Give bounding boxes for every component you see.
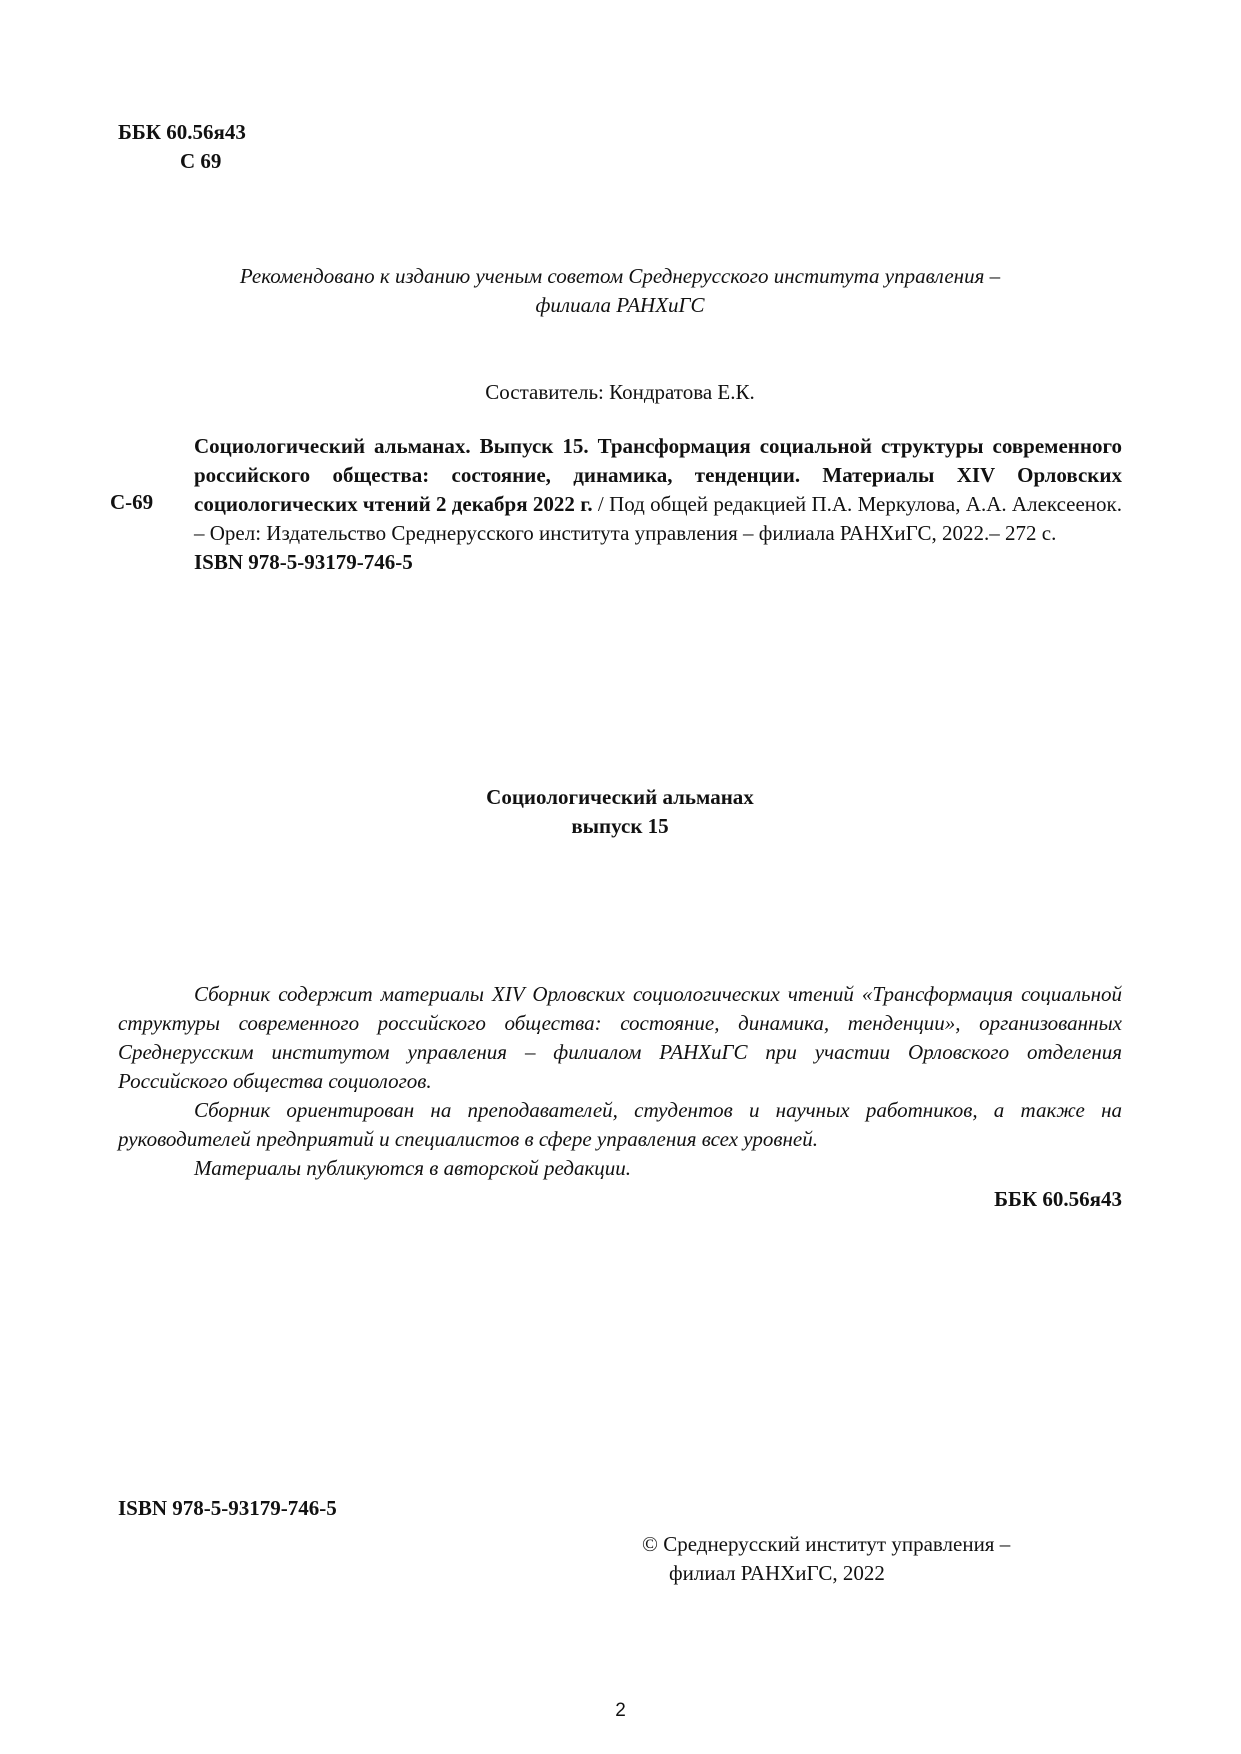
compiler-line: Составитель: Кондратова Е.К. [485, 380, 755, 404]
almanac-issue: выпуск 15 [571, 814, 669, 838]
catalog-isbn: ISBN 978-5-93179-746-5 [194, 550, 413, 574]
recommendation-line-1: Рекомендовано к изданию ученым советом Среднерусского института управления – [239, 264, 1001, 288]
footer-isbn: ISBN 978-5-93179-746-5 [118, 1496, 337, 1520]
recommendation-line-2: филиала РАНХиГС [535, 293, 705, 317]
summary-paragraph: Сборник ориентирован на преподавателей, студентов и научных работников, а также на руководителей предприятий и специалистов в сфере управления всех уровней. [118, 1098, 1122, 1151]
author-mark: С 69 [180, 149, 222, 173]
catalog-description [194, 432, 1122, 548]
copyright-line-2: филиал РАНХиГС, 2022 [669, 1561, 885, 1585]
almanac-title-block [100, 783, 1140, 841]
catalog-entry [194, 432, 1122, 577]
catalog-code: С-69 [110, 490, 154, 514]
bbk-header [118, 118, 246, 176]
catalog-title: Социологический альманах. Выпуск 15. Трансформация социальной структуры современного российского общества: состояние, динамика, тенденции. Материалы XIV Орловских социологических чтений 2 декабря 2022 г. [194, 434, 1122, 516]
page-number: 2 [615, 1700, 626, 1721]
catalog-publication-info: / Под общей редакцией П.А. Меркулова, А.А. Алексеенок. – Орел: Издательство Среднерусского института управления – филиала РАНХиГС, 2022.– 272 с. [194, 492, 1122, 545]
summary-bbk: ББК 60.56я43 [994, 1187, 1122, 1211]
summary-block [118, 980, 1122, 1214]
summary-paragraph: Материалы публикуются в авторской редакции. [194, 1156, 632, 1180]
copyright-notice [642, 1530, 1010, 1588]
summary-paragraph: Сборник содержит материалы XIV Орловских социологических чтений «Трансформация социальной структуры современного российского общества: состояние, динамика, тенденции», организованных Среднерусским институтом управления – филиалом РАНХиГС при участии Орловского отделения Российского общества социологов. [118, 982, 1122, 1093]
recommendation-note [100, 262, 1140, 320]
almanac-title: Социологический альманах [486, 785, 754, 809]
copyright-line-1: © Среднерусский институт управления – [642, 1532, 1011, 1556]
bbk-code: ББК 60.56я43 [118, 120, 246, 144]
